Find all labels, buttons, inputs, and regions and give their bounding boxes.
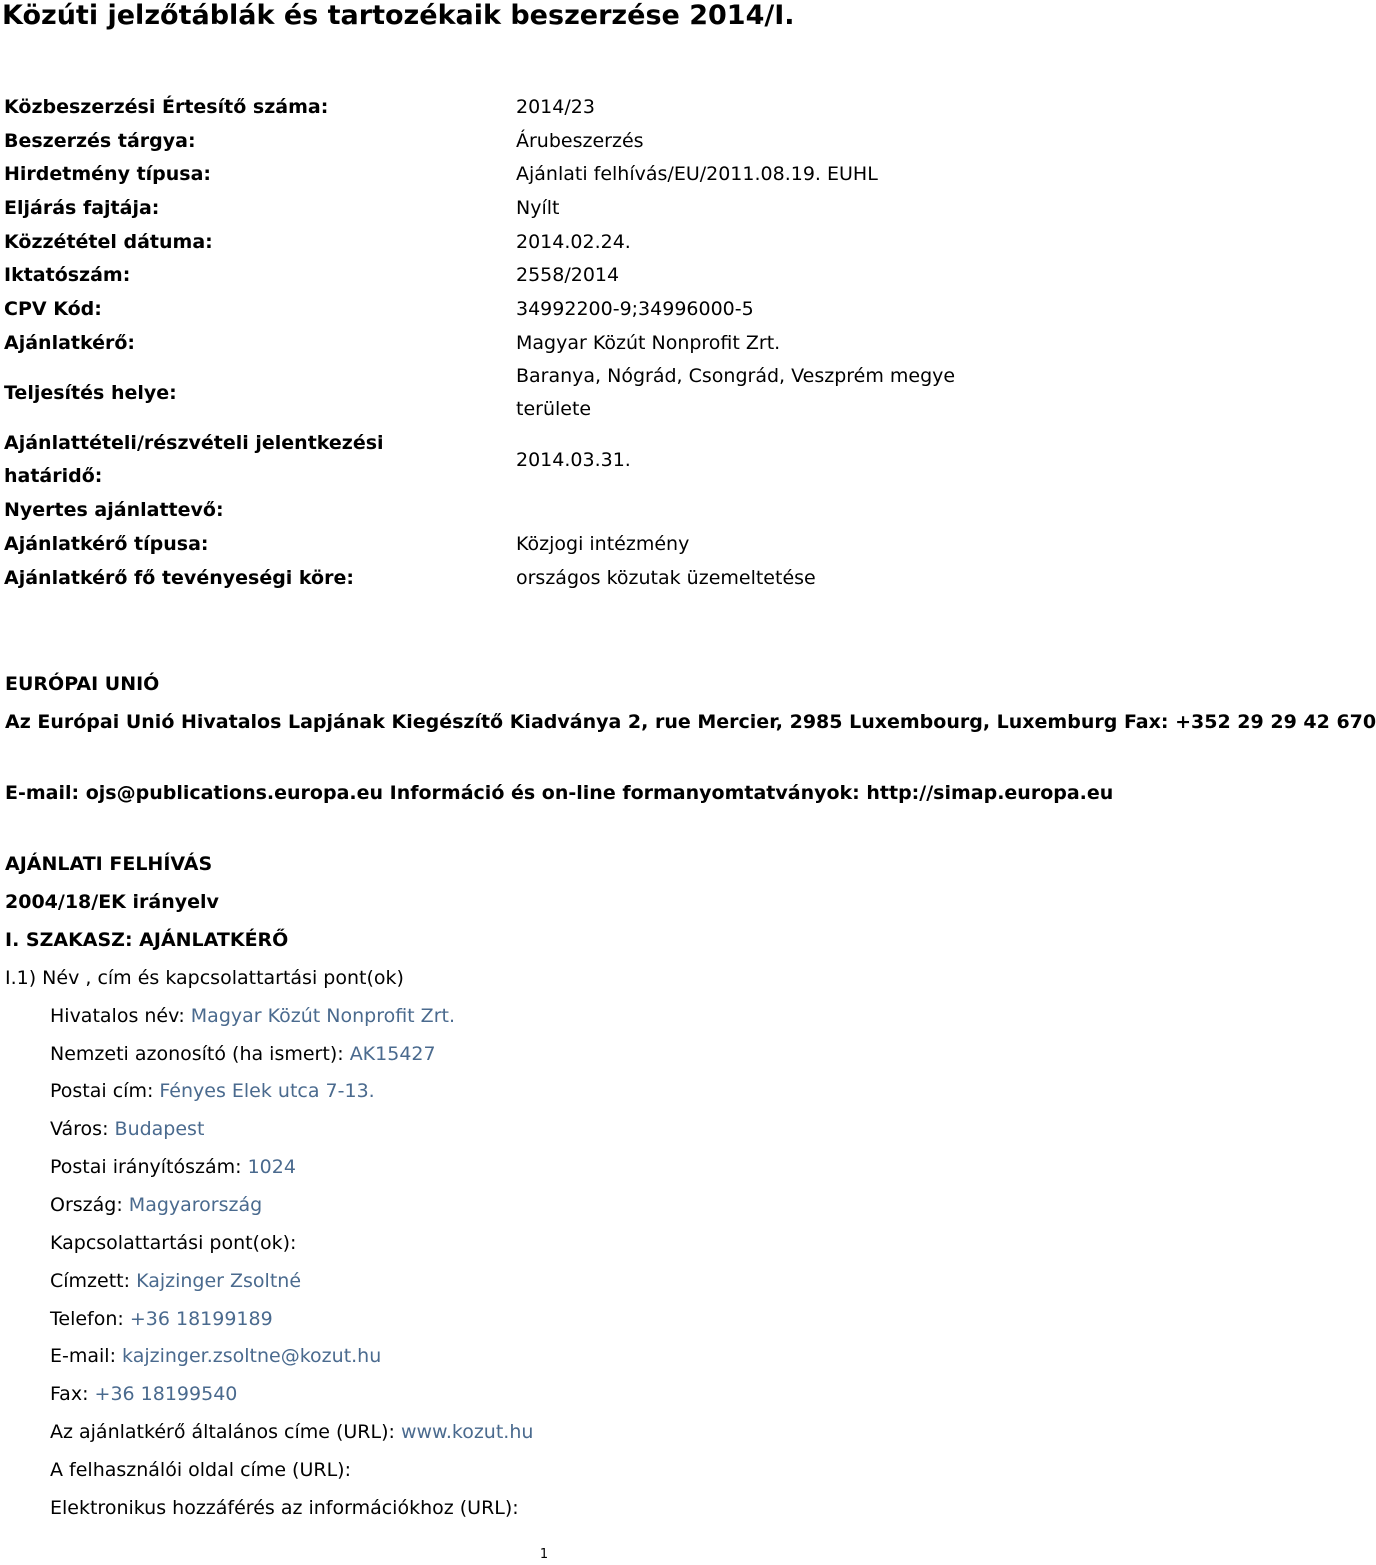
- meta-label: Eljárás fajtája:: [4, 197, 160, 219]
- contact-row: [50, 1000, 455, 1033]
- contact-label: Az ajánlatkérő általános címe (URL):: [50, 1421, 395, 1443]
- contact-label: Ország:: [50, 1194, 123, 1216]
- meta-label: Hirdetmény típusa:: [4, 163, 212, 185]
- contact-row: [50, 1303, 273, 1336]
- publisher-text: Az Európai Unió Hivatalos Lapjának Kiegészítő Kiadványa 2, rue Mercier, 2985 Luxembourg, Luxemburg Fax: +352 29 29 42 670: [5, 711, 1376, 733]
- contact-row: [50, 1340, 381, 1373]
- meta-value: Ajánlati felhívás/EU/2011.08.19. EUHL: [516, 163, 878, 185]
- contact-label: Postai cím:: [50, 1080, 154, 1102]
- meta-label: Iktatószám:: [4, 264, 131, 286]
- meta-value: Baranya, Nógrád, Csongrád, Veszprém megye területe: [516, 365, 956, 420]
- meta-label: CPV Kód:: [4, 298, 102, 320]
- meta-value: 2014.03.31.: [516, 449, 631, 471]
- meta-value: országos közutak üzemeltetése: [516, 567, 816, 589]
- meta-value: Árubeszerzés: [516, 130, 644, 152]
- page-title: Közúti jelzőtáblák és tartozékaik beszerzése 2014/I.: [2, 0, 795, 31]
- eu-heading: EURÓPAI UNIÓ: [5, 673, 160, 695]
- contact-value[interactable]: www.kozut.hu: [400, 1421, 534, 1443]
- meta-value: 2014/23: [516, 96, 595, 118]
- meta-label: Beszerzés tárgya:: [4, 130, 196, 152]
- meta-value: Magyar Közút Nonprofit Zrt.: [516, 332, 781, 354]
- contact-value: +36 18199189: [129, 1308, 273, 1330]
- contact-row: [50, 1454, 351, 1487]
- contact-label: Hivatalos név:: [50, 1005, 185, 1027]
- contact-label: Kapcsolattartási pont(ok):: [50, 1232, 297, 1254]
- contact-value: Magyarország: [128, 1194, 263, 1216]
- meta-value: 2014.02.24.: [516, 231, 631, 253]
- contact-row: [50, 1151, 296, 1184]
- contact-label: Postai irányítószám:: [50, 1156, 242, 1178]
- contact-row: [50, 1075, 375, 1108]
- contact-row: [50, 1227, 296, 1260]
- contact-label: E-mail:: [50, 1345, 116, 1367]
- contact-value: Budapest: [114, 1118, 205, 1140]
- contact-label: Címzett:: [50, 1270, 131, 1292]
- meta-label: Ajánlatkérő típusa:: [4, 533, 209, 555]
- meta-value: 2558/2014: [516, 264, 620, 286]
- meta-label: Közbeszerzési Értesítő száma:: [4, 96, 329, 118]
- directive-heading: 2004/18/EK irányelv: [5, 891, 219, 913]
- meta-label: Teljesítés helye:: [4, 382, 177, 404]
- contact-row: [50, 1416, 533, 1449]
- contact-label: Fax:: [50, 1383, 89, 1405]
- section-heading: I. SZAKASZ: AJÁNLATKÉRŐ: [5, 929, 289, 951]
- contact-row: [50, 1038, 436, 1071]
- contact-value: Magyar Közút Nonprofit Zrt.: [190, 1005, 455, 1027]
- contact-label: A felhasználói oldal címe (URL):: [50, 1459, 351, 1481]
- contact-row: [50, 1378, 237, 1411]
- contact-value: Kajzinger Zsoltné: [136, 1270, 302, 1292]
- contact-value: AK15427: [349, 1043, 436, 1065]
- meta-label: Ajánlatkérő:: [4, 332, 136, 354]
- subsection-heading: I.1) Név , cím és kapcsolattartási pont(ok): [5, 967, 404, 989]
- contact-value: 1024: [247, 1156, 296, 1178]
- meta-value: 34992200-9;34996000-5: [516, 298, 754, 320]
- meta-label: Közzététel dátuma:: [4, 231, 213, 253]
- meta-label: Nyertes ajánlattevő:: [4, 499, 224, 521]
- contact-row: [50, 1189, 262, 1222]
- contact-label: Város:: [50, 1118, 109, 1140]
- page-number: 1: [539, 1547, 549, 1562]
- meta-label: Ajánlatkérő fő tevényeségi köre:: [4, 567, 354, 589]
- contact-row: [50, 1113, 204, 1146]
- meta-value: Nyílt: [516, 197, 560, 219]
- contact-label: Elektronikus hozzáférés az információkhoz (URL):: [50, 1497, 519, 1519]
- contact-label: Nemzeti azonosító (ha ismert):: [50, 1043, 344, 1065]
- contact-value: +36 18199540: [94, 1383, 238, 1405]
- contact-row: [50, 1265, 301, 1298]
- meta-value: Közjogi intézmény: [516, 533, 690, 555]
- contact-value: Fényes Elek utca 7-13.: [159, 1080, 375, 1102]
- call-heading: AJÁNLATI FELHÍVÁS: [5, 853, 213, 875]
- contact-label: Telefon:: [50, 1308, 124, 1330]
- email-info-text: E-mail: ojs@publications.europa.eu Információ és on-line formanyomtatványok: http://simap.europa.eu: [5, 782, 1114, 804]
- contact-value: kajzinger.zsoltne@kozut.hu: [122, 1345, 382, 1367]
- meta-label: Ajánlattételi/részvételi jelentkezési határidő:: [4, 432, 384, 487]
- contact-row: [50, 1492, 519, 1525]
